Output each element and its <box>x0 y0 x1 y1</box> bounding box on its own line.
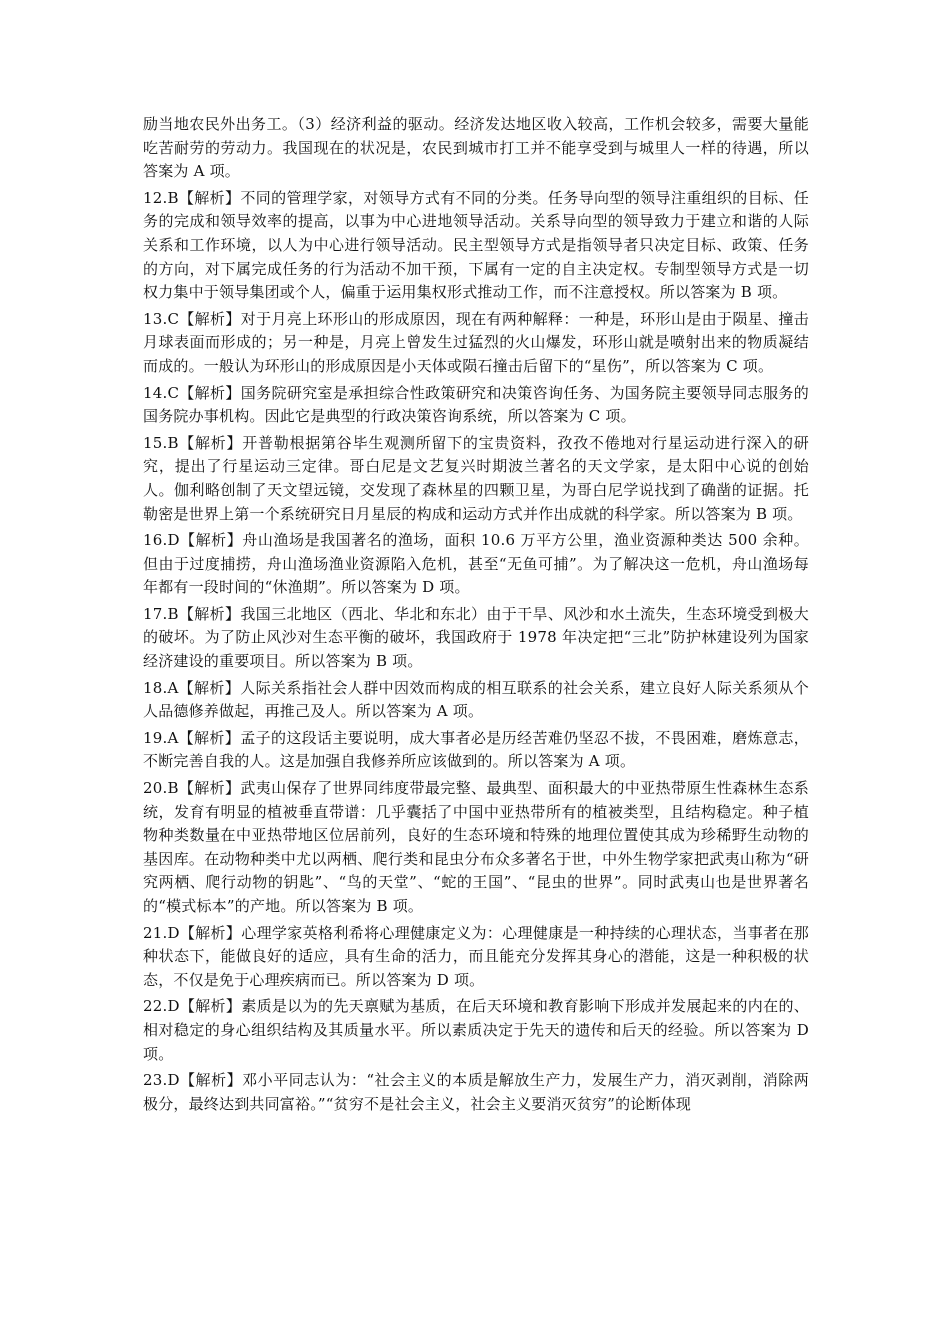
answer-paragraph-17 <box>143 603 809 674</box>
answer-paragraph-16 <box>143 529 809 600</box>
paragraph-text: 我国三北地区（西北、华北和东北）由于干旱、风沙和水土流失，生态环境受到极大的破坏。为了防止风沙对生态平衡的破坏，我国政府于 1978 年决定把“三北”防护林建设列为国家经济建设的重要项目。所以答案为 B 项。 <box>143 604 810 671</box>
paragraph-text: 不同的管理学家，对领导方式有不同的分类。任务导向型的领导注重组织的目标、任务的完成和领导效率的提高，以事为中心进地领导活动。关系导向型的领导致力于建立和谐的人际关系和工作环境，以人为中心进行领导活动。民主型领导方式是指领导者只决定目标、政策、任务的方向，对下属完成任务的行为活动不加干预，下属有一定的自主决定权。专制型领导方式是一切权力集中于领导集团或个人，偏重于运用集权形式推动工作，而不注意授权。所以答案为 B 项。 <box>143 188 810 302</box>
paragraph-text: 素质是以为的先天禀赋为基质，在后天环境和教育影响下形成并发展起来的内在的、相对稳定的身心组织结构及其质量水平。所以素质决定于先天的遗传和后天的经验。所以答案为 D 项。 <box>143 997 810 1063</box>
paragraph-label: 12.B【解析】 <box>143 188 241 207</box>
answer-paragraph-19 <box>143 727 809 774</box>
paragraph-label: 15.B【解析】 <box>143 433 243 452</box>
paragraph-text: 开普勒根据第谷毕生观测所留下的宝贵资料，孜孜不倦地对行星运动进行深入的研究，提出了行星运动三定律。哥白尼是文艺复兴时期波兰著名的天文学家，是太阳中心说的创始人。伽利略创制了天文望远镜，交发现了森林星的四颗卫星，为哥白尼学说找到了确凿的证据。托勒密是世界上第一个系统研究日月星辰的构成和运动方式并作出成就的科学家。所以答案为 B 项。 <box>143 433 809 523</box>
paragraph-label: 14.C【解析】 <box>143 383 241 402</box>
paragraph-label: 22.D【解析】 <box>143 997 242 1016</box>
paragraph-label: 21.D【解析】 <box>143 923 242 942</box>
paragraph-text: 孟子的这段话主要说明，成大事者必是历经苦难仍坚忍不拔，不畏困难，磨炼意志，不断完善自我的人。这是加强自我修养所应该做到的。所以答案为 A 项。 <box>143 728 809 771</box>
answer-paragraph-18 <box>143 677 809 724</box>
paragraph-label: 23.D【解析】 <box>143 1071 243 1090</box>
answer-paragraph-20 <box>143 777 809 919</box>
answer-paragraph-15 <box>143 432 809 526</box>
answer-paragraph-12 <box>143 187 809 305</box>
answer-paragraph-13 <box>143 308 809 379</box>
answer-paragraph-21 <box>143 922 809 993</box>
paragraph-text: 邓小平同志认为：“社会主义的本质是解放生产力，发展生产力，消灭剥削，消除两极分，最终达到共同富裕。”“贫穷不是社会主义，社会主义要消灭贫穷”的论断体现 <box>143 1071 809 1113</box>
paragraph-text: 心理学家英格利希将心理健康定义为：心理健康是一种持续的心理状态，当事者在那种状态下，能做良好的适应，具有生命的活力，而且能充分发挥其身心的潜能，这是一种积极的状态，不仅是免于心理疾病而已。所以答案为 D 项。 <box>143 923 810 989</box>
answer-paragraph-23 <box>143 1069 809 1116</box>
paragraph-text: 对于月亮上环形山的形成原因，现在有两种解释：一种是，环形山是由于陨星、撞击月球表面而形成的；另一种是，月亮上曾发生过猛烈的火山爆发，环形山就是喷射出来的物质凝结而成的。一般认为环形山的形成原因是小天体或陨石撞击后留下的“星伤”，所以答案为 C 项。 <box>143 309 809 375</box>
paragraph-label: 16.D【解析】 <box>143 531 243 550</box>
paragraph-continuation <box>143 113 809 184</box>
document-body <box>143 113 809 1119</box>
paragraph-label: 20.B【解析】 <box>143 779 241 798</box>
paragraph-text: 武夷山保存了世界同纬度带最完整、最典型、面积最大的中亚热带原生性森林生态系统，发育有明显的植被垂直带谱：几乎囊括了中国中亚热带所有的植被类型，且结构稳定。种子植物种类数量在中亚热带地区位居前列，良好的生态环境和特殊的地理位置使其成为珍稀野生动物的基因库。在动物种类中尤以两栖、爬行类和昆虫分布众多著名于世，中外生物学家把武夷山称为“研究两栖、爬行动物的钥匙”、“鸟的天堂”、“蛇的王国”、“昆虫的世界”。同时武夷山也是世界著名的“模式标本”的产地。所以答案为 B 项。 <box>143 779 810 915</box>
paragraph-label: 17.B【解析】 <box>143 604 241 623</box>
paragraph-text: 国务院研究室是承担综合性政策研究和决策咨询任务、为国务院主要领导同志服务的国务院办事机构。因此它是典型的行政决策咨询系统，所以答案为 C 项。 <box>143 383 809 426</box>
paragraph-label: 18.A【解析】 <box>143 678 241 697</box>
paragraph-text: 励当地农民外出务工。（3）经济利益的驱动。经济发达地区收入较高，工作机会较多，需要大量能吃苦耐劳的劳动力。我国现在的状况是，农民到城市打工并不能享受到与城里人一样的待遇，所以答案为 A 项。 <box>143 115 809 181</box>
answer-paragraph-22 <box>143 995 809 1066</box>
paragraph-text: 人际关系指社会人群中因效而构成的相互联系的社会关系，建立良好人际关系须从个人品德修养做起，再推己及人。所以答案为 A 项。 <box>143 678 809 721</box>
paragraph-text: 舟山渔场是我国著名的渔场，面积 10.6 万平方公里，渔业资源种类达 500 余种。但由于过度捕捞，舟山渔场渔业资源陷入危机，甚至“无鱼可捕”。为了解决这一危机，舟山渔场每年都有一段时间的“休渔期”。所以答案为 D 项。 <box>143 531 809 597</box>
paragraph-label: 19.A【解析】 <box>143 728 241 747</box>
paragraph-label: 13.C【解析】 <box>143 309 241 328</box>
answer-paragraph-14 <box>143 382 809 429</box>
